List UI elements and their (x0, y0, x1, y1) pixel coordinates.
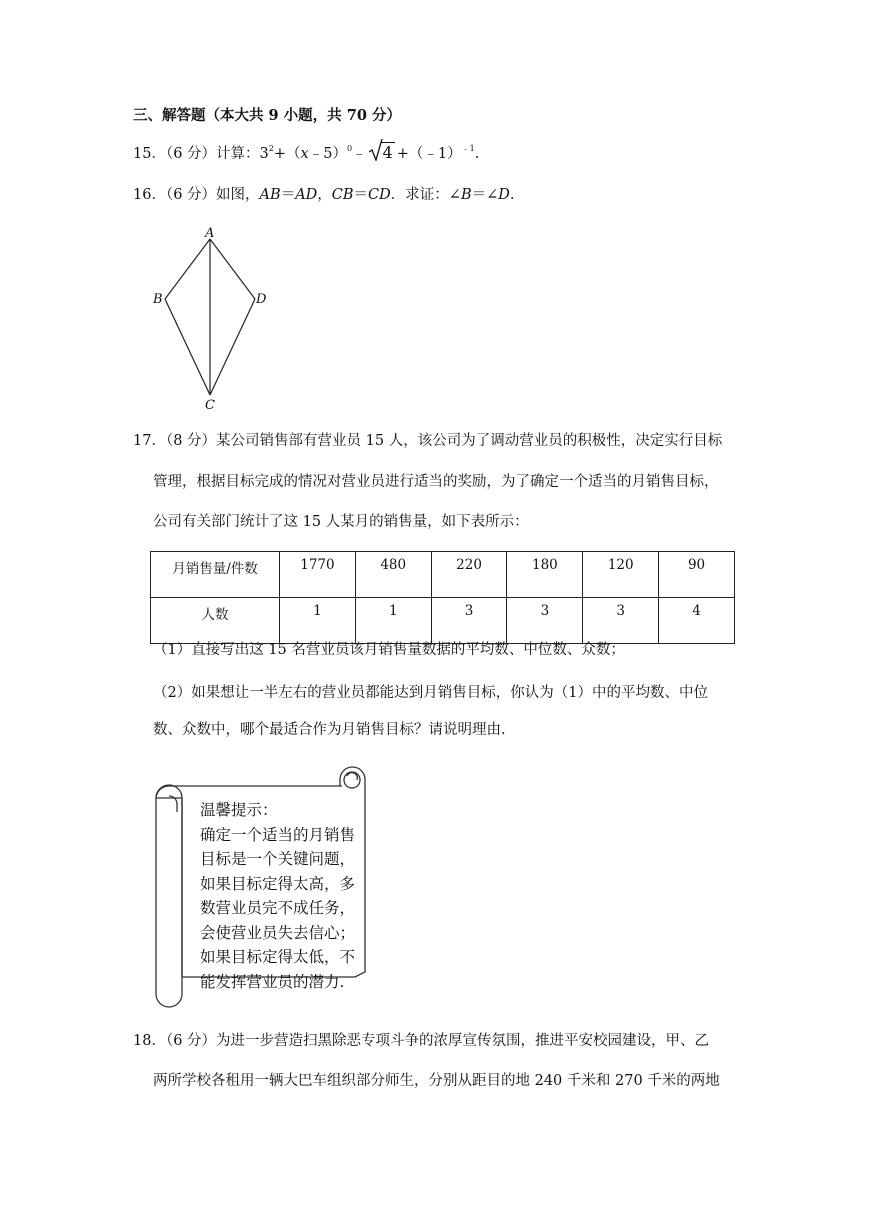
hint-line: 确定一个适当的月销售 (200, 825, 356, 844)
table-cell: 3 (583, 598, 659, 644)
q16-eq1: ＝ (280, 187, 296, 203)
kite-figure (150, 225, 275, 415)
q15-exp1: 2 (268, 144, 274, 153)
q17-line1: 17．（8 分）某公司销售部有营业员 15 人，该公司为了调动营业员的积极性，决定实行目标 (133, 433, 723, 449)
hint-line: 目标是一个关键问题， (200, 850, 356, 868)
q18-line2: 两所学校各租用一辆大巴车组织部分师生，分别从距目的地 240 千米和 270 千米的两地 (153, 1073, 720, 1089)
table-cell: 180 (507, 552, 583, 598)
q18-line1: 18．（6 分）为进一步营造扫黑除恶专项斗争的浓厚宣传氛围，推进平安校园建设，甲、乙 (133, 1033, 710, 1049)
table-row (151, 552, 735, 598)
hint-line: 温馨提示： (200, 801, 278, 819)
hint-line: 如果目标定得太低，不 (200, 948, 356, 966)
hint-box (200, 798, 370, 994)
q16-eq3: ＝∠ (471, 187, 499, 203)
table-cell: 3 (507, 598, 583, 644)
vertex-label-a: A (205, 226, 215, 241)
table-cell: 1770 (280, 552, 356, 598)
table-cell: 90 (659, 552, 735, 598)
table-cell: 220 (431, 552, 507, 598)
q17-line3: 公司有关部门统计了这 15 人某月的销售量，如下表所示： (153, 514, 529, 530)
q16-angle-b: B (460, 187, 472, 203)
q17-line2: 管理，根据目标完成的情况对营业员进行适当的奖励，为了确定一个适当的月销售目标， (153, 474, 719, 490)
q15-part4: +（﹣1） (396, 146, 462, 162)
q15-radicand: 4 (382, 143, 393, 162)
q16-cd: CD (368, 187, 391, 203)
q16-number: 16．（6 分）如图， (133, 187, 260, 203)
table-header-cell: 人数 (151, 598, 280, 644)
q17-sub2a: （2）如果想让一半左右的营业员都能达到月销售目标，你认为（1）中的平均数、中位 (153, 685, 708, 701)
table-row (151, 598, 735, 644)
q15-base: 3 (259, 146, 269, 162)
q16-cb: CB (331, 187, 354, 203)
q17-sub1: （1）直接写出这 15 名营业员该月销售量数据的平均数、中位数、众数； (153, 642, 625, 658)
q15-part1: +（ (273, 146, 301, 162)
q15-part5: . (474, 146, 480, 162)
hint-line: 能发挥营业员的潜力. (200, 972, 345, 991)
q16-period: . (509, 187, 515, 203)
q16-comma: ， (317, 187, 332, 203)
sales-table (150, 551, 735, 644)
q15-exp2: 0 (346, 144, 353, 153)
q15-number: 15．（6 分）计算： (133, 146, 260, 162)
q15-part3: ﹣ (352, 146, 367, 162)
q16-eq2: ＝ (353, 187, 369, 203)
table-cell: 1 (280, 598, 356, 644)
question-16 (133, 185, 515, 205)
vertex-label-d: D (256, 292, 267, 307)
hint-line: 会使营业员失去信心； (200, 923, 356, 942)
table-header-cell: 月销售量/件数 (151, 552, 280, 598)
q16-angle-d: D (498, 187, 510, 203)
q16-prove: ．求证：∠ (390, 187, 461, 203)
question-15 (133, 143, 479, 164)
table-cell: 480 (355, 552, 431, 598)
q15-part2: ﹣5） (308, 146, 347, 162)
table-cell: 120 (583, 552, 659, 598)
vertex-label-b: B (153, 292, 163, 307)
table-cell: 3 (431, 598, 507, 644)
table-cell: 1 (355, 598, 431, 644)
q16-ad: AD (295, 187, 318, 203)
vertex-label-c: C (205, 398, 215, 413)
q15-exp3: ﹣1 (461, 144, 475, 153)
q16-ab: AB (259, 187, 281, 203)
table-cell: 4 (659, 598, 735, 644)
sqrt-symbol (369, 143, 395, 164)
q15-var: x (300, 146, 309, 162)
hint-line: 数营业员完不成任务， (200, 899, 356, 917)
hint-line: 如果目标定得太高，多 (200, 874, 356, 893)
section-title: 三、解答题（本大共 9 小题，共 70 分） (133, 107, 401, 124)
q17-sub2b: 数、众数中，哪个最适合作为月销售目标？请说明理由. (153, 722, 506, 738)
